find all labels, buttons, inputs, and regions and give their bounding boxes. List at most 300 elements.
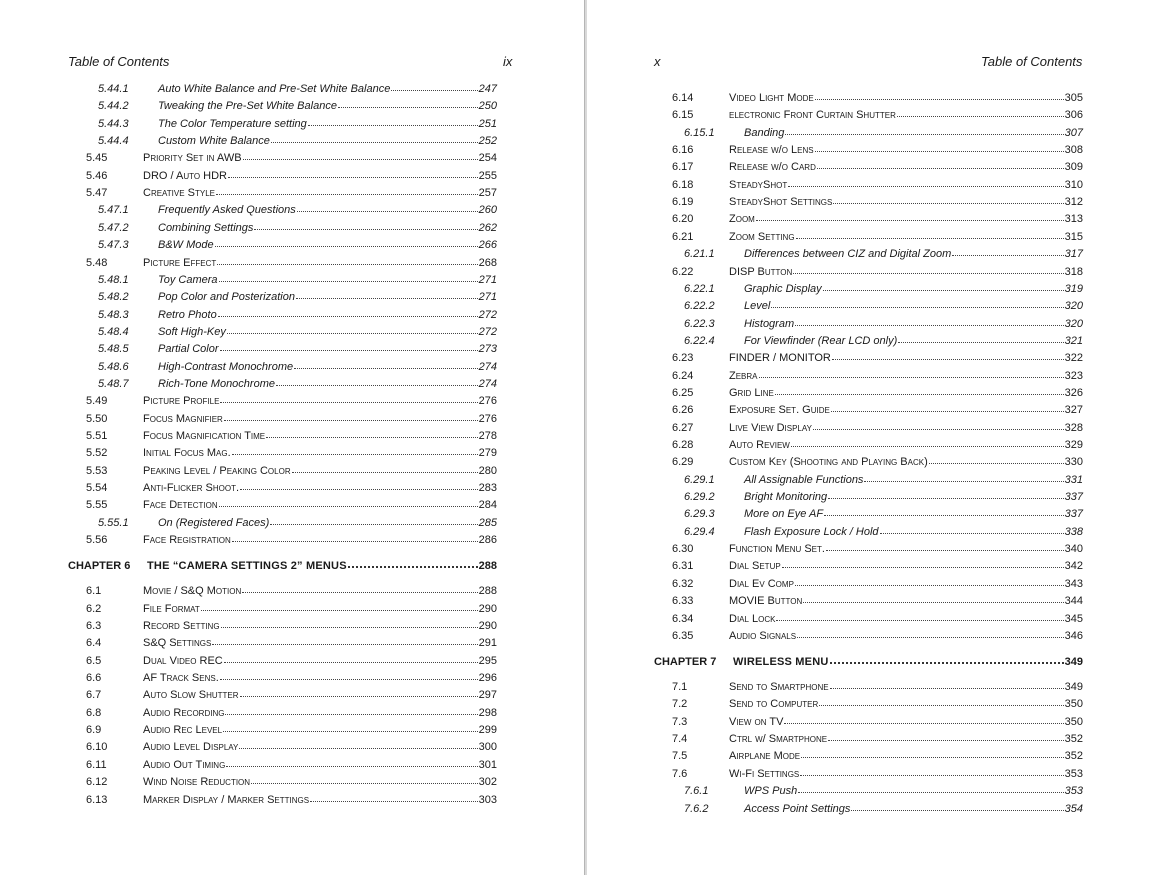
toc-entry-title: S&Q Settings [143, 637, 212, 650]
toc-entry-title: The Color Temperature setting [158, 117, 307, 130]
toc-entry-title: FINDER / MONITOR [729, 352, 831, 365]
toc-entry-number: 6.31 [672, 560, 694, 573]
dot-leader [228, 168, 478, 178]
toc-entry [672, 143, 1083, 157]
toc-entry [86, 429, 497, 443]
toc-entry-number: 5.48.3 [98, 308, 129, 321]
toc-entry [86, 636, 497, 650]
dot-leader [823, 281, 1064, 291]
toc-entry-number: CHAPTER 7 [654, 656, 717, 669]
dot-leader [232, 532, 478, 542]
toc-entry-number: 6.4 [86, 637, 102, 650]
toc-entry-page: 295 [478, 654, 497, 667]
toc-entry [86, 688, 497, 702]
toc-entry [672, 230, 1083, 244]
toc-entry-title: Tweaking the Pre-Set White Balance [158, 100, 337, 113]
toc-entry-number: 6.29.1 [684, 473, 715, 486]
toc-entry-page: 309 [1064, 161, 1083, 174]
dot-leader [227, 324, 478, 334]
toc-entry-number: 6.15 [672, 109, 694, 122]
toc-entry-number: 7.6.2 [684, 802, 709, 815]
toc-entry [672, 629, 1083, 643]
toc-entry-number: 6.22 [672, 265, 694, 278]
toc-entry-number: 6.25 [672, 386, 694, 399]
toc-entry-number: 6.21.1 [684, 248, 715, 261]
toc-entry-number: 6.27 [672, 421, 694, 434]
toc-entry [684, 126, 1083, 140]
toc-entry [684, 507, 1083, 521]
toc-entry-number: 6.16 [672, 144, 694, 157]
toc-entry [672, 403, 1083, 417]
toc-entry [98, 203, 497, 217]
toc-entry [86, 169, 497, 183]
toc-entry-number: 6.12 [86, 776, 108, 789]
toc-entry-page: 271 [478, 273, 497, 286]
dot-leader [223, 722, 478, 732]
toc-entry-title: Auto Review [729, 439, 790, 451]
toc-entry-title: Release w/o Lens [729, 144, 814, 157]
toc-entry-title: Banding [744, 126, 785, 139]
dot-leader [391, 81, 477, 91]
dot-leader [251, 774, 478, 784]
toc-entry-page: 272 [478, 308, 497, 321]
toc-entry-page: 271 [478, 291, 497, 304]
dot-leader [795, 316, 1064, 326]
dot-leader [817, 159, 1064, 169]
toc-entry-title: WPS Push [744, 785, 798, 798]
dot-leader [240, 687, 478, 697]
dot-leader [239, 739, 477, 749]
dot-leader [270, 515, 477, 525]
toc-entry-page: 308 [1064, 144, 1083, 157]
toc-entry-page: 352 [1064, 733, 1083, 746]
toc-entry-page: 305 [1064, 92, 1083, 104]
dot-leader [297, 202, 478, 212]
toc-entry [86, 584, 497, 598]
toc-entry-number: 5.44.1 [98, 83, 129, 95]
page-numeral: ix [503, 54, 513, 69]
toc-entry-number: 5.47.3 [98, 239, 129, 252]
toc-entry [86, 740, 497, 754]
toc-entry-number: 6.13 [86, 793, 108, 806]
toc-entry-number: 6.33 [672, 595, 694, 608]
dot-leader [898, 333, 1063, 343]
toc-entry [672, 421, 1083, 435]
toc-entry-number: 6.24 [672, 369, 694, 382]
toc-entry [684, 802, 1083, 816]
toc-entry-page: 337 [1064, 491, 1083, 504]
toc-entry-number: 7.2 [672, 698, 688, 711]
toc-entry-page: 273 [478, 343, 497, 356]
toc-entry-title: Picture Profile [143, 395, 220, 408]
toc-entry-page: 276 [478, 412, 497, 425]
toc-entry-number: 5.54 [86, 482, 108, 495]
dot-leader [220, 341, 478, 351]
toc-entry-title: Histogram [744, 317, 795, 330]
toc-entry [86, 186, 497, 200]
toc-entry-number: 5.46 [86, 169, 108, 182]
toc-entry-title: Dial Ev Comp [729, 577, 794, 590]
toc-entry [98, 221, 497, 235]
toc-entry-title: MOVIE Button [729, 595, 803, 608]
toc-entry [672, 212, 1083, 226]
toc-list [587, 0, 1172, 875]
toc-entry-title: Custom Key (Shooting and Playing Back) [729, 456, 928, 469]
toc-entry-title: AF Track Sens. [143, 672, 219, 685]
dot-leader [201, 601, 478, 611]
toc-entry-number: 5.48.4 [98, 325, 129, 338]
toc-entry-title: More on Eye AF [744, 508, 824, 521]
toc-entry-page: 274 [478, 360, 497, 373]
toc-entry-page: 268 [478, 256, 497, 269]
toc-entry-title: WIRELESS MENU [733, 656, 829, 669]
toc-entry-title: Anti-Flicker Shoot. [143, 482, 240, 495]
toc-entry-number: 5.45 [86, 152, 108, 165]
toc-entry-number: 6.30 [672, 543, 694, 556]
toc-entry [684, 317, 1083, 331]
toc-entry-page: 302 [478, 776, 497, 789]
toc-entry-page: 288 [478, 585, 497, 598]
toc-entry [86, 758, 497, 772]
toc-entry-number: 6.2 [86, 602, 102, 615]
toc-entry-title: Retro Photo [158, 308, 217, 321]
toc-entry-number: 5.44.4 [98, 135, 129, 148]
toc-entry-page: 299 [478, 724, 497, 737]
toc-entry [98, 273, 497, 287]
toc-entry-number: 5.48.7 [98, 377, 129, 390]
toc-entry-title: Wind Noise Reduction [143, 776, 251, 789]
toc-entry-page: 322 [1064, 352, 1083, 365]
toc-chapter-entry [68, 558, 497, 573]
dot-leader [771, 298, 1063, 308]
dot-leader [221, 618, 478, 628]
toc-entry [672, 160, 1083, 174]
toc-entry-page: 326 [1064, 386, 1083, 399]
toc-entry-number: 6.8 [86, 706, 102, 719]
toc-entry-number: 7.4 [672, 733, 688, 746]
toc-entry-page: 283 [478, 482, 497, 495]
toc-entry-page: 350 [1064, 715, 1083, 728]
toc-entry [98, 99, 497, 113]
toc-entry-number: 6.32 [672, 577, 694, 590]
dot-leader [338, 98, 478, 108]
toc-entry-number: 5.44.2 [98, 100, 129, 113]
toc-entry [672, 749, 1083, 763]
toc-entry [672, 767, 1083, 781]
dot-leader [219, 272, 478, 282]
dot-leader [215, 237, 478, 247]
toc-entry-title: Audio Out Timing [143, 758, 226, 771]
toc-entry-page: 296 [478, 672, 497, 685]
toc-entry-title: Dial Lock [729, 612, 776, 625]
dot-leader [826, 541, 1064, 551]
toc-entry-page: 278 [478, 430, 497, 442]
dot-leader [851, 801, 1063, 811]
toc-entry-number: 6.26 [672, 404, 694, 417]
dot-leader [292, 463, 478, 473]
toc-entry-number: 5.50 [86, 412, 108, 425]
toc-entry-title: Frequently Asked Questions [158, 204, 296, 217]
toc-entry [86, 793, 497, 807]
toc-entry [98, 342, 497, 356]
dot-leader [791, 437, 1064, 447]
dot-leader [797, 628, 1064, 638]
toc-entry-page: 254 [478, 152, 497, 165]
toc-entry-number: 5.56 [86, 534, 108, 547]
toc-entry-page: 251 [478, 117, 497, 130]
toc-entry-page: 354 [1064, 802, 1083, 815]
toc-entry-number: 6.21 [672, 230, 694, 243]
toc-entry-number: 6.19 [672, 196, 694, 209]
toc-entry [672, 697, 1083, 711]
toc-entry [86, 775, 497, 789]
dot-leader [296, 289, 478, 299]
toc-entry-title: SteadyShot Settings [729, 196, 833, 209]
dot-leader [800, 766, 1063, 776]
toc-entry-title: Audio Signals [729, 629, 797, 642]
toc-entry [684, 784, 1083, 798]
toc-entry-number: 6.22.1 [684, 282, 715, 295]
dot-leader [310, 792, 478, 802]
toc-entry [98, 134, 497, 148]
toc-entry-number: 5.48.6 [98, 360, 129, 373]
toc-entry [98, 516, 497, 530]
toc-entry-number: 6.18 [672, 178, 694, 191]
toc-entry-number: 6.1 [86, 585, 102, 598]
toc-entry-number: 6.29 [672, 456, 694, 469]
dot-leader [815, 142, 1064, 152]
toc-entry-number: 6.5 [86, 654, 102, 667]
dot-leader [819, 696, 1063, 706]
dot-leader [788, 177, 1063, 187]
toc-entry-number: 6.29.4 [684, 525, 715, 538]
dot-leader [220, 670, 478, 680]
dot-leader [226, 757, 477, 767]
toc-entry-page: 353 [1064, 767, 1083, 780]
toc-entry-number: 5.48.1 [98, 273, 129, 286]
toc-entry [684, 473, 1083, 487]
toc-entry [98, 238, 497, 252]
toc-entry-number: 5.47.2 [98, 221, 129, 234]
toc-entry-page: 340 [1064, 543, 1083, 556]
toc-entry-title: Bright Monitoring [744, 491, 828, 504]
toc-entry-page: 298 [478, 706, 497, 719]
toc-entry-title: Zoom [729, 213, 755, 226]
toc-entry-page: 327 [1064, 404, 1083, 417]
toc-entry-title: Priority Set in AWB [143, 152, 242, 165]
toc-entry-number: 5.48.5 [98, 343, 129, 356]
toc-entry-title: On (Registered Faces) [158, 516, 270, 529]
running-head-title: Table of Contents [981, 54, 1083, 69]
toc-entry-title: DISP Button [729, 265, 793, 278]
dot-leader [308, 116, 478, 126]
toc-entry-page: 337 [1064, 508, 1083, 521]
dot-leader [952, 246, 1063, 256]
dot-leader [775, 385, 1064, 395]
toc-entry-page: 352 [1064, 750, 1083, 763]
toc-entry-title: THE “CAMERA SETTINGS 2” MENUS [147, 560, 347, 573]
toc-entry [86, 498, 497, 512]
toc-entry [672, 438, 1083, 452]
dot-leader [833, 194, 1063, 204]
dot-leader [756, 211, 1064, 221]
toc-entry [672, 559, 1083, 573]
toc-entry [98, 82, 497, 96]
toc-entry-title: Function Menu Set. [729, 543, 825, 556]
toc-entry-page: 286 [478, 534, 497, 547]
toc-entry-title: Record Setting [143, 620, 220, 632]
toc-entry-page: 321 [1064, 334, 1083, 347]
toc-entry-number: 6.7 [86, 689, 102, 702]
toc-entry-title: Dual Video REC [143, 654, 223, 667]
dot-leader [212, 635, 477, 645]
toc-entry [86, 256, 497, 270]
toc-entry-title: Audio Recording [143, 706, 225, 719]
toc-entry [672, 680, 1083, 694]
toc-entry [672, 265, 1083, 279]
toc-entry-title: High-Contrast Monochrome [158, 360, 294, 373]
toc-entry [98, 325, 497, 339]
dot-leader [864, 472, 1063, 482]
toc-entry-title: Toy Camera [158, 273, 218, 286]
toc-entry-number: 5.55 [86, 499, 108, 512]
toc-entry-title: Ctrl w/ Smartphone [729, 733, 828, 746]
dot-leader [218, 307, 478, 317]
toc-entry-page: 329 [1064, 439, 1083, 451]
toc-entry-number: 6.29.2 [684, 491, 715, 504]
toc-entry-page: 307 [1064, 126, 1083, 139]
toc-entry-title: Focus Magnifier [143, 412, 223, 425]
toc-entry-title: Flash Exposure Lock / Hold [744, 525, 879, 538]
toc-entry-page: 344 [1064, 595, 1083, 608]
toc-entry [86, 533, 497, 547]
toc-entry-number: 5.48 [86, 256, 108, 269]
toc-entry [98, 377, 497, 391]
toc-entry-page: 349 [1064, 681, 1083, 694]
toc-entry [672, 455, 1083, 469]
toc-entry [86, 412, 497, 426]
toc-entry-page: 274 [478, 377, 497, 390]
dot-leader [294, 359, 478, 369]
toc-entry-page: 342 [1064, 560, 1083, 573]
toc-entry [672, 351, 1083, 365]
toc-entry [86, 706, 497, 720]
toc-entry [672, 178, 1083, 192]
toc-entry-number: 6.15.1 [684, 126, 715, 139]
toc-entry-title: Focus Magnification Time [143, 430, 266, 442]
toc-entry-title: Access Point Settings [744, 802, 851, 815]
toc-entry-number: 6.9 [86, 724, 102, 737]
dot-leader [225, 705, 477, 715]
dot-leader [224, 411, 478, 421]
toc-entry-title: Airplane Mode [729, 750, 801, 763]
toc-entry-title: Combining Settings [158, 221, 254, 234]
toc-entry-page: 252 [478, 135, 497, 148]
toc-entry-number: 7.1 [672, 681, 688, 694]
left-page [0, 0, 585, 875]
dot-leader [219, 497, 478, 507]
toc-entry-title: Audio Rec Level [143, 724, 223, 737]
toc-entry [86, 394, 497, 408]
toc-entry [672, 577, 1083, 591]
dot-leader [813, 420, 1064, 430]
toc-entry-title: Level [744, 300, 771, 313]
toc-entry-title: Exposure Set. Guide [729, 404, 830, 417]
toc-entry-page: 280 [478, 464, 497, 477]
toc-entry-number: 5.55.1 [98, 516, 129, 529]
toc-entry [98, 117, 497, 131]
toc-entry-page: 346 [1064, 629, 1083, 642]
toc-entry-page: 260 [478, 204, 497, 217]
dot-leader [776, 611, 1063, 621]
dot-leader [243, 150, 478, 160]
dot-leader [897, 107, 1064, 117]
toc-entry-page: 345 [1064, 612, 1083, 625]
toc-entry [684, 282, 1083, 296]
toc-entry-page: 288 [478, 560, 497, 573]
toc-entry [86, 654, 497, 668]
dot-leader [271, 133, 478, 143]
toc-entry-number: 6.29.3 [684, 508, 715, 521]
toc-entry [86, 619, 497, 633]
toc-entry [672, 594, 1083, 608]
toc-entry-title: Release w/o Card [729, 161, 816, 174]
toc-list [0, 0, 584, 875]
toc-entry-number: 6.22.4 [684, 334, 715, 347]
toc-entry-page: 276 [478, 395, 497, 408]
toc-entry-title: Differences between CIZ and Digital Zoom [744, 248, 952, 261]
toc-entry-page: 330 [1064, 456, 1083, 469]
toc-entry-title: Zoom Setting [729, 230, 795, 243]
toc-entry-number: 6.10 [86, 741, 108, 754]
toc-entry-page: 306 [1064, 109, 1083, 122]
toc-entry-number: 6.22.2 [684, 300, 715, 313]
toc-entry-page: 297 [478, 689, 497, 702]
toc-entry-number: 6.34 [672, 612, 694, 625]
toc-entry-page: 290 [478, 602, 497, 615]
toc-entry-number: 5.48.2 [98, 291, 129, 304]
toc-entry-page: 250 [478, 100, 497, 113]
toc-entry [672, 612, 1083, 626]
toc-entry [86, 602, 497, 616]
toc-entry-page: 313 [1064, 213, 1083, 226]
toc-entry-page: 315 [1064, 230, 1083, 243]
dot-leader [929, 454, 1064, 464]
toc-entry [86, 671, 497, 685]
toc-entry-title: Audio Level Display [143, 741, 239, 754]
dot-leader [803, 593, 1063, 603]
toc-entry-number: 5.52 [86, 447, 108, 460]
toc-entry-page: 262 [478, 221, 497, 234]
dot-leader [832, 350, 1064, 360]
toc-entry-title: Live View Display [729, 421, 812, 434]
toc-entry-page: 290 [478, 620, 497, 632]
toc-entry-title: Grid Line [729, 386, 774, 399]
toc-entry [672, 369, 1083, 383]
toc-entry-page: 320 [1064, 317, 1083, 330]
toc-entry-title: Pop Color and Posterization [158, 291, 295, 304]
dot-leader [216, 185, 478, 195]
toc-entry-number: 5.47.1 [98, 204, 129, 217]
toc-entry-page: 319 [1064, 282, 1083, 295]
toc-entry-number: 6.3 [86, 620, 102, 632]
toc-entry [672, 542, 1083, 556]
toc-entry-page: 328 [1064, 421, 1083, 434]
dot-leader [224, 653, 478, 663]
toc-entry-title: SteadyShot [729, 178, 788, 191]
toc-entry-page: 284 [478, 499, 497, 512]
toc-entry-page: 291 [478, 637, 497, 650]
